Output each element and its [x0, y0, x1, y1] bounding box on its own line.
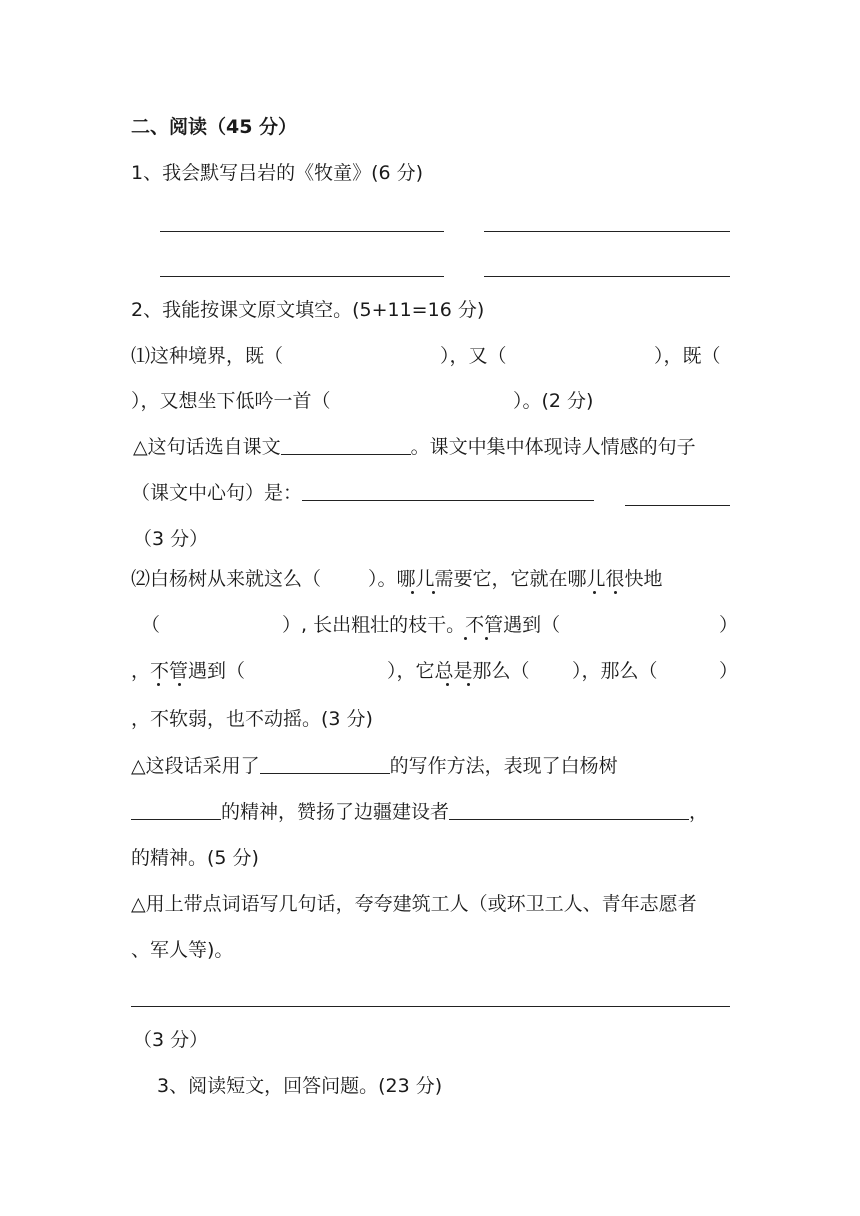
tree-spirit-blank[interactable] — [131, 799, 221, 820]
q2-p2-line1-a: 白杨树从来就这么（ — [150, 568, 322, 590]
q2-p2-spirit-c: 的精神。(5 分) — [131, 847, 259, 869]
builders-spirit-blank[interactable] — [449, 799, 689, 820]
emphasis-dot — [178, 683, 181, 686]
q2-p2-line2-b: ）, 长出粗壮的枝干。不管遇到（ — [282, 614, 561, 636]
q2-p1-number: ⑴ — [131, 345, 151, 367]
source-blank[interactable] — [281, 434, 411, 455]
emphasis-dot — [464, 637, 467, 640]
question-3-prompt: 3、阅读短文，回答问题。(23 分) — [157, 1075, 443, 1097]
central-sentence-blank-2[interactable] — [625, 505, 730, 506]
q2-p2-method-b: 的写作方法，表现了白杨树 — [389, 755, 618, 777]
q2-p1-central-line — [131, 480, 594, 506]
q2-p2-spirit-a: 的精神，赞扬了边疆建设者 — [221, 801, 450, 823]
writing-answer-line[interactable] — [131, 1006, 730, 1007]
answer-line-1[interactable] — [160, 231, 444, 232]
q2-p2-line1-b: ）。哪儿需要它，它就在哪儿很快地 — [368, 568, 663, 590]
section-title: 二、阅读（45 分） — [131, 116, 298, 138]
q2-p2-task-a: △用上带点词语写几句话，夸夸建筑工人（或环卫工人、青年志愿者 — [131, 893, 697, 915]
q2-p1-source-line — [133, 434, 696, 460]
answer-line-2[interactable] — [484, 231, 730, 232]
q2-p2-line3-b: ），它总是那么（ — [387, 660, 530, 682]
q2-p1-source-a: △这句话选自课文 — [133, 436, 281, 458]
central-sentence-blank[interactable] — [302, 480, 594, 501]
emphasis-dot — [432, 591, 435, 594]
emphasis-dot — [485, 637, 488, 640]
q2-p2-line2-c: ） — [719, 614, 739, 636]
method-blank[interactable] — [260, 753, 390, 774]
q2-p1-line2-a: ），又想坐下低吟一首（ — [131, 390, 331, 412]
q2-p2-line3-c: ），那么（ — [572, 660, 658, 682]
q2-p1-central-a: （课文中心句）是： — [131, 482, 303, 504]
question-2-prompt: 2、我能按课文原文填空。(5+11=16 分) — [131, 299, 485, 321]
q2-p1-line2-b: ）。(2 分) — [513, 390, 594, 412]
q2-p1-line1 — [131, 343, 283, 369]
emphasis-dot — [614, 591, 617, 594]
emphasis-dot — [593, 591, 596, 594]
q2-p2-line3-a: ，不管遇到（ — [131, 660, 246, 682]
q2-p2-number: ⑵ — [131, 568, 151, 590]
q2-p2-spirit-b: ， — [689, 801, 709, 823]
q2-p1-line1-c: ），既（ — [654, 345, 721, 367]
q2-p2-line4: ，不软弱，也不动摇。(3 分) — [131, 708, 373, 730]
q2-p2-method-line — [131, 753, 618, 779]
emphasis-dot — [446, 683, 449, 686]
q2-p1-score: （3 分） — [133, 528, 209, 550]
answer-line-3[interactable] — [160, 276, 444, 277]
q2-p2-line1 — [131, 566, 321, 592]
emphasis-dot — [157, 683, 160, 686]
emphasis-dot — [411, 591, 414, 594]
q2-p2-spirit-line — [131, 799, 708, 825]
q2-p2-method-a: △这段话采用了 — [131, 755, 260, 777]
question-1-prompt: 1、我会默写吕岩的《牧童》(6 分) — [131, 162, 424, 184]
q2-p1-source-b: 。课文中集中体现诗人情感的句子 — [410, 436, 696, 458]
q2-p1-line1-b: ），又（ — [440, 345, 507, 367]
q2-p2-task-score: （3 分） — [133, 1029, 209, 1051]
q2-p2-task-b: 、军人等)。 — [131, 939, 234, 961]
emphasis-dot — [467, 683, 470, 686]
answer-line-4[interactable] — [484, 276, 730, 277]
q2-p1-line1-a: 这种境界，既（ — [150, 345, 284, 367]
q2-p2-line2-a: （ — [141, 614, 161, 636]
q2-p2-line3-d: ） — [719, 660, 739, 682]
